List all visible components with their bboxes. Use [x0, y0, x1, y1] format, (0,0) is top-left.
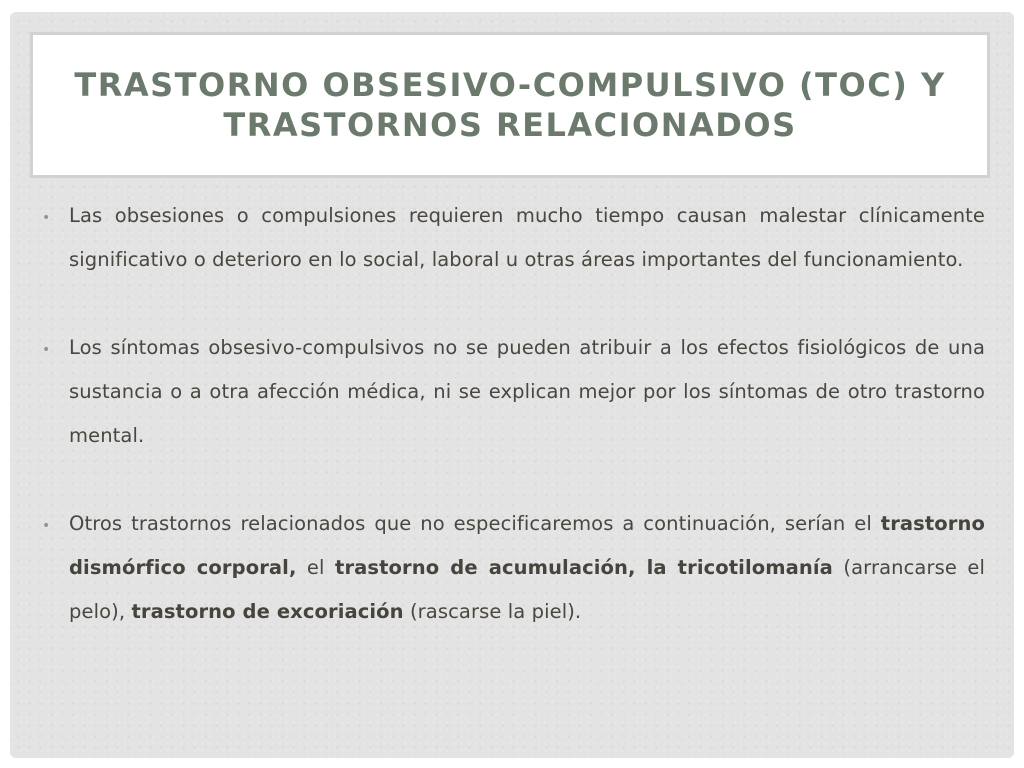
- bullet-3-segment-3: el: [296, 556, 336, 579]
- slide-title-line-1: TRASTORNO OBSESIVO-COMPULSIVO (TOC) Y: [74, 66, 946, 104]
- bullet-3-segment-1: Otros trastornos relacionados que no especificaremos a continuación, serían el: [69, 512, 881, 535]
- bullet-3-segment-7: (rascarse la piel).: [403, 600, 582, 623]
- bold-term-excoriacion: trastorno de excoriación: [131, 600, 404, 623]
- bullet-2-segment-1: Los síntomas obsesivo-compulsivos no se pueden atribuir a los efectos fisiológicos de una sustancia o a otra afección médica, ni se explican mejor por los síntomas de otro trastorno mental.: [69, 336, 985, 447]
- bullet-1-segment-1: Las obsesiones o compulsiones requieren mucho tiempo causan malestar clínicamente significativo o deterioro en lo social, laboral u otras áreas importantes del funcionamiento.: [69, 204, 985, 271]
- bullet-item-2: [40, 326, 985, 458]
- bold-term-acumulacion: trastorno de acumulación, la tricotilomanía: [335, 556, 833, 579]
- bullet-dot-icon: •: [42, 210, 51, 226]
- bullet-text-3: [69, 502, 985, 634]
- slide: [10, 12, 1014, 758]
- bold-term-dismorfico: trastorno dismórfico corporal,: [69, 512, 985, 579]
- bullet-text-2: [69, 326, 985, 458]
- slide-title-line-2: TRASTORNOS RELACIONADOS: [223, 106, 797, 144]
- bullet-3-segment-5: (arrancarse el pelo),: [69, 556, 986, 623]
- bullet-item-3: [40, 502, 985, 634]
- bullet-list: [40, 194, 985, 678]
- bullet-item-1: [40, 194, 985, 282]
- bullet-dot-icon: •: [42, 518, 51, 534]
- title-box: [30, 32, 990, 178]
- bullet-dot-icon: •: [42, 342, 51, 358]
- bullet-text-1: [69, 194, 985, 282]
